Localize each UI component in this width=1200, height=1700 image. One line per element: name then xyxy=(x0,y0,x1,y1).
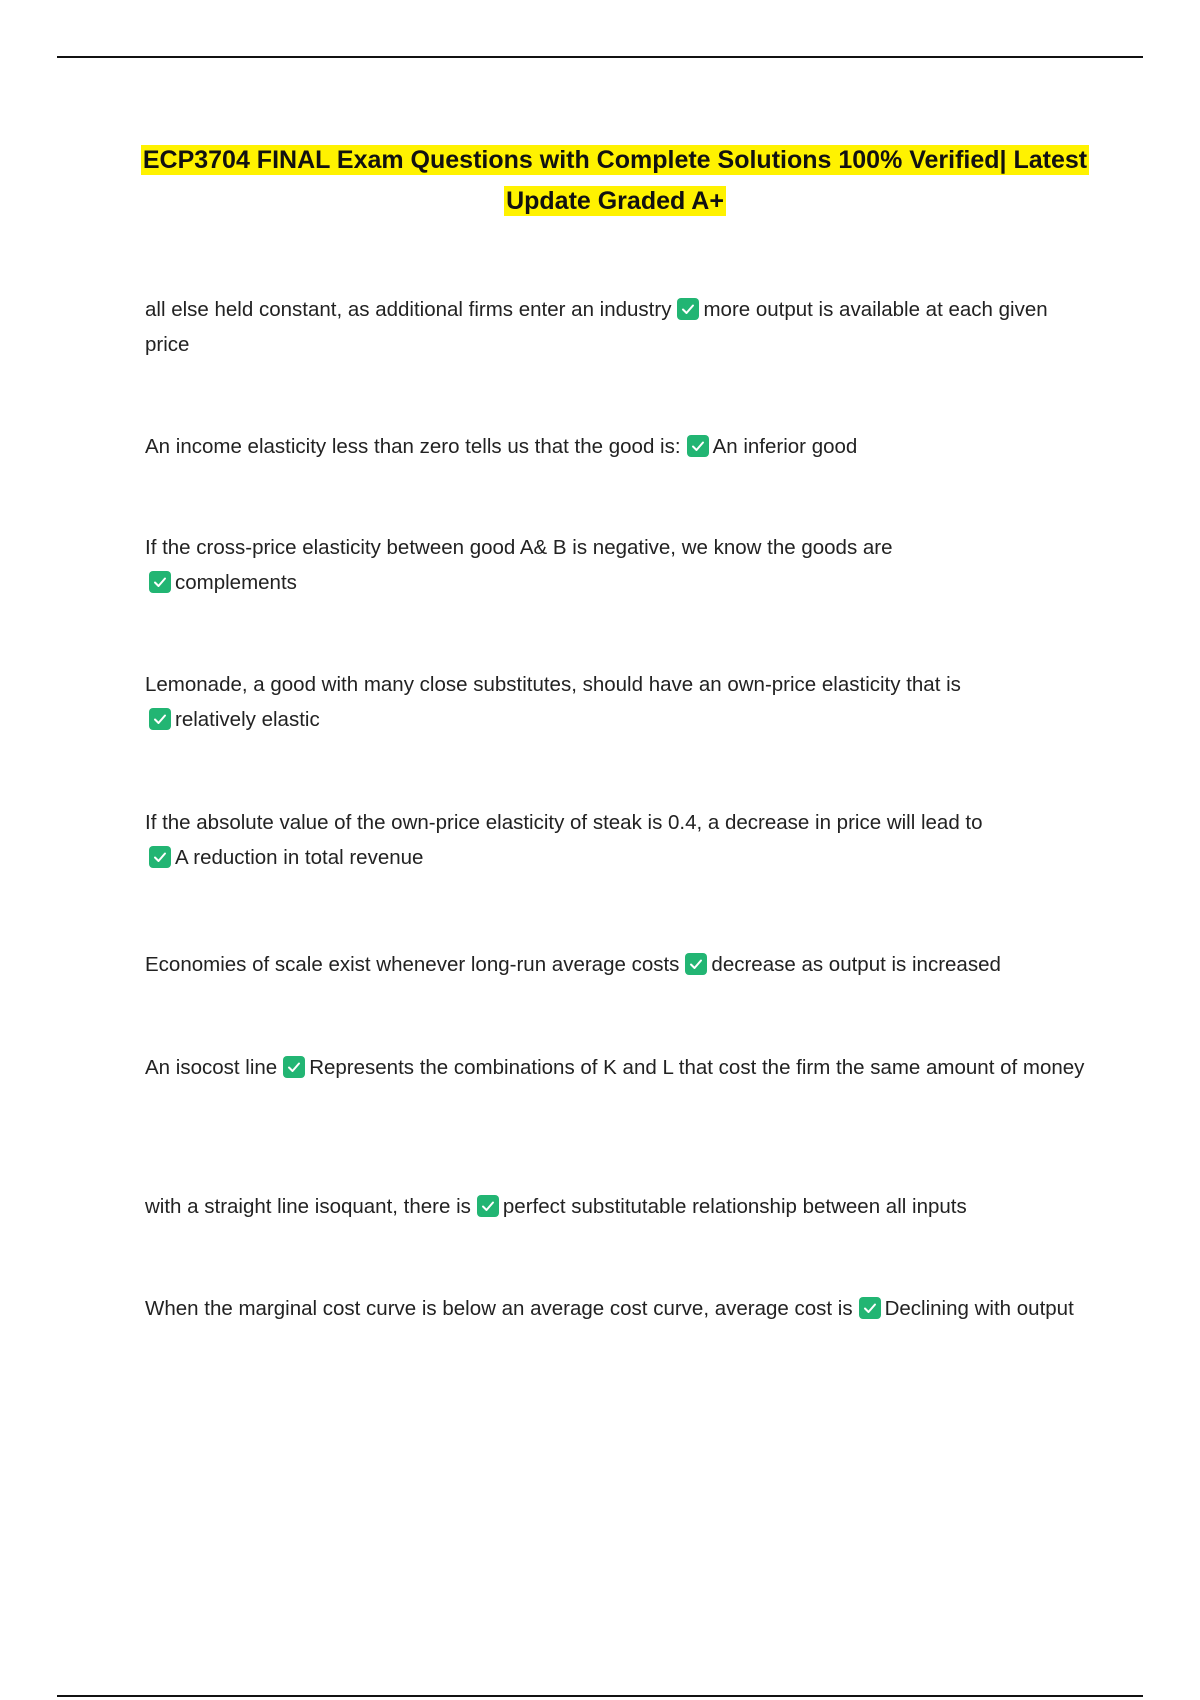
check-mark-icon xyxy=(149,846,171,868)
qa-item xyxy=(145,805,1095,875)
check-mark-icon xyxy=(149,571,171,593)
question-text: An isocost line xyxy=(145,1056,278,1079)
qa-item xyxy=(145,530,1095,600)
check-mark-icon xyxy=(677,298,699,320)
check-mark-icon xyxy=(149,708,171,730)
qa-item xyxy=(145,1189,1095,1224)
answer-text: Represents the combinations of K and L that cost the firm the same amount of money xyxy=(309,1056,1085,1079)
check-mark-icon xyxy=(283,1056,305,1078)
answer-text: An inferior good xyxy=(712,435,858,458)
answer-text: perfect substitutable relationship between all inputs xyxy=(502,1195,967,1218)
qa-item xyxy=(145,667,1095,737)
check-mark-icon xyxy=(687,435,709,457)
answer-text: Declining with output xyxy=(884,1297,1074,1320)
bottom-rule xyxy=(57,1695,1143,1697)
check-mark-icon xyxy=(859,1297,881,1319)
question-text: all else held constant, as additional firms enter an industry xyxy=(145,298,672,321)
qa-item xyxy=(145,292,1095,362)
qa-item xyxy=(145,1291,1095,1326)
question-text: Lemonade, a good with many close substitutes, should have an own-price elasticity that is xyxy=(145,673,961,696)
question-text: When the marginal cost curve is below an average cost curve, average cost is xyxy=(145,1297,853,1320)
question-text: If the cross-price elasticity between good A& B is negative, we know the goods are xyxy=(145,536,893,559)
title-line-1: ECP3704 FINAL Exam Questions with Complete Solutions 100% Verified| Latest xyxy=(142,146,1088,174)
question-text: with a straight line isoquant, there is xyxy=(145,1195,471,1218)
question-text: Economies of scale exist whenever long-run average costs xyxy=(145,953,680,976)
qa-item xyxy=(145,1050,1095,1085)
document-title xyxy=(100,140,1130,222)
check-mark-icon xyxy=(477,1195,499,1217)
answer-text: decrease as output is increased xyxy=(711,953,1001,976)
question-text: If the absolute value of the own-price elasticity of steak is 0.4, a decrease in price will lead to xyxy=(145,811,983,834)
answer-text: A reduction in total revenue xyxy=(175,846,424,869)
title-line-2: Update Graded A+ xyxy=(506,187,724,215)
answer-text: more output is available at each given price xyxy=(145,298,1048,356)
question-text: An income elasticity less than zero tells us that the good is: xyxy=(145,435,681,458)
top-rule xyxy=(57,56,1143,58)
answer-text: relatively elastic xyxy=(175,708,320,731)
check-mark-icon xyxy=(685,953,707,975)
answer-text: complements xyxy=(175,571,297,594)
qa-item xyxy=(145,947,1095,982)
qa-item xyxy=(145,429,1095,464)
